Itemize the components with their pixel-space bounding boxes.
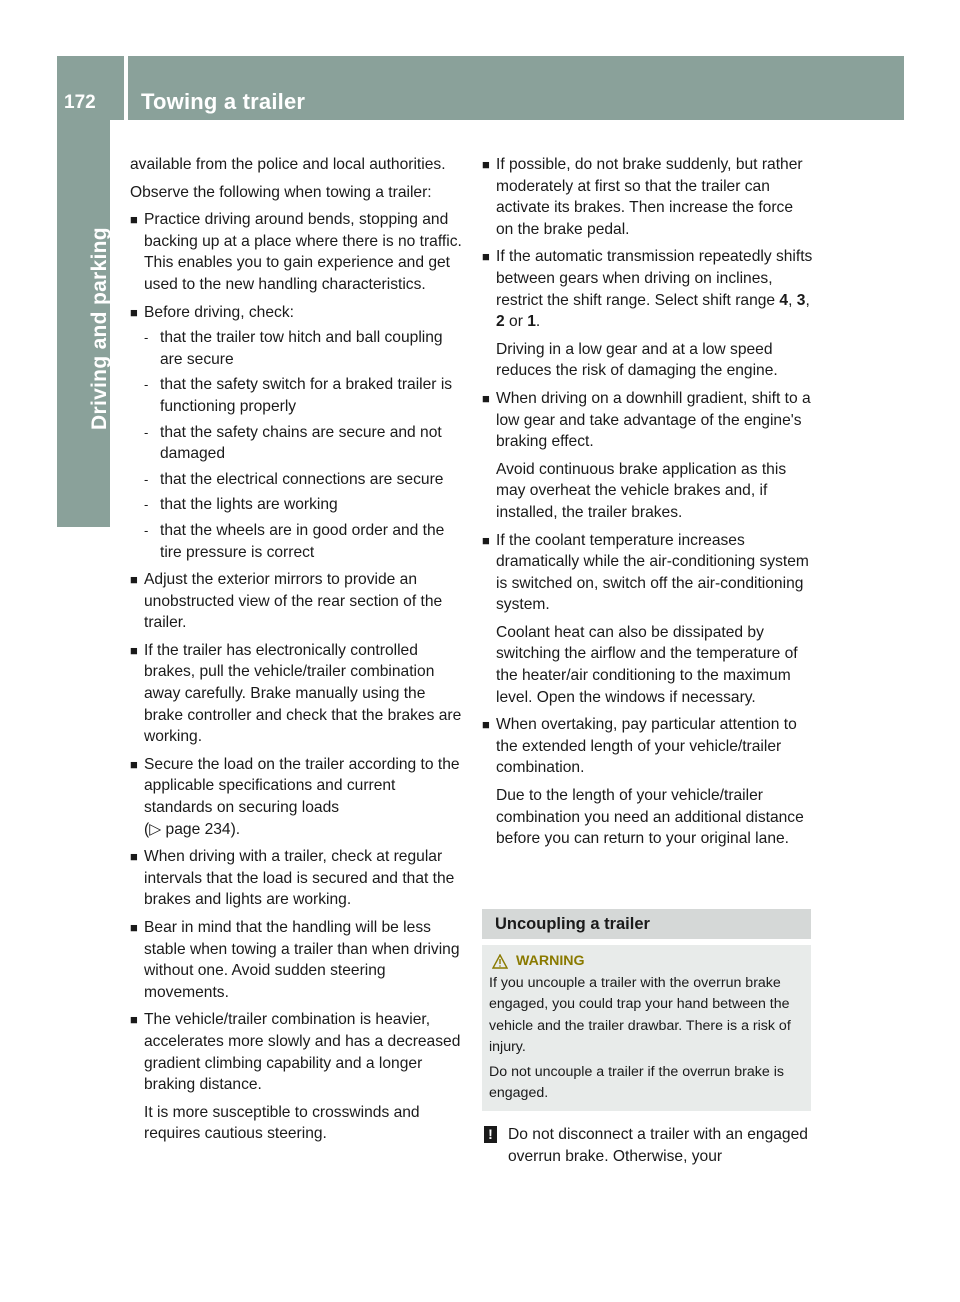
continuation-text: Driving in a low gear and at a low speed reduces the risk of damaging the engine.: [496, 340, 778, 380]
list-item-text: Practice driving around bends, stopping and backing up at a place where there is no traffic. This enables you to gain experience and get used to the new handling characteristics.: [144, 211, 462, 293]
list-item: [482, 714, 814, 779]
sub-list-item: [130, 494, 462, 516]
list-item: [482, 154, 814, 240]
list-item-text: Before driving, check:: [144, 303, 294, 321]
dash-icon: -: [144, 497, 149, 513]
gear-or: or: [504, 313, 528, 331]
list-item: [130, 302, 462, 564]
sub-list-item-text: that the safety chains are secure and not damaged: [160, 423, 442, 463]
bullet-icon: ■: [130, 756, 138, 772]
note: [482, 1124, 814, 1167]
bullet-icon: ■: [482, 390, 490, 406]
gear-2: 2: [496, 313, 505, 331]
uncoupling-heading: Uncoupling a trailer: [482, 909, 811, 939]
bullet-icon: ■: [130, 1012, 138, 1028]
bullet-icon: ■: [130, 642, 138, 658]
list-item: [130, 640, 462, 748]
page-reference-link[interactable]: page 234).: [165, 820, 241, 838]
bullet-icon: ■: [130, 212, 138, 228]
warning-box: [482, 945, 811, 1111]
list-item-text: If the coolant temperature increases dramatically while the air-conditioning system is switched on, switch off the air-conditioning system.: [496, 531, 809, 614]
list-item-text: If the automatic transmission repeatedly shifts between gears when driving on inclines, restrict the shift range. Select shift range: [496, 248, 813, 309]
list-item: [482, 388, 814, 453]
page-number: 172: [64, 92, 96, 113]
list-item-text: When driving with a trailer, check at regular intervals that the load is secured and that the brakes and lights are working.: [144, 848, 455, 909]
gear-4: 4: [779, 291, 789, 309]
dash-icon: -: [144, 471, 149, 487]
bullet-icon: ■: [130, 304, 138, 320]
bullet-icon: ■: [482, 249, 490, 265]
list-item: [130, 846, 462, 911]
list-item: [482, 246, 814, 332]
list-item-text: When driving on a downhill gradient, shift to a low gear and take advantage of the engine's braking effect.: [496, 389, 811, 451]
list-item-text: If possible, do not brake suddenly, but rather moderately at first so that the trailer can activate its brakes. Then increase the force on the brake pedal.: [496, 156, 803, 238]
note-text: Do not disconnect a trailer with an engaged overrun brake. Otherwise, your: [508, 1126, 808, 1165]
list-item: ■ Secure the load on the trailer according to the applicable specifications and current standards on securing loads (▷ page 234).: [130, 755, 460, 838]
dash-icon: -: [144, 424, 149, 440]
warning-text: Do not uncouple a trailer if the overrun brake is engaged.: [489, 1063, 784, 1101]
sub-list-item-text: that the electrical connections are secure: [160, 470, 444, 488]
warning-label: WARNING: [516, 953, 585, 969]
bullet-icon: ■: [482, 717, 490, 733]
exclamation-icon: !: [484, 1126, 497, 1143]
bullet-icon: ■: [130, 849, 138, 865]
bullet-icon: ■: [130, 920, 138, 935]
sub-list-item-text: that the wheels are in good order and the tire pressure is correct: [160, 521, 445, 561]
side-tab-label: Driving and parking: [88, 227, 111, 430]
warning-text: If you uncouple a trailer with the overrun brake engaged, you could trap your hand between the vehicle and the trailer drawbar. There is a risk of injury.: [489, 974, 791, 1055]
list-item: [482, 530, 814, 616]
gear-separator: ,: [788, 291, 797, 309]
sub-list-item: [130, 422, 462, 465]
bullet-icon: ■: [482, 532, 490, 548]
sub-list-item-text: that the trailer tow hitch and ball coupling are secure: [160, 329, 443, 368]
header-divider: [124, 56, 128, 120]
list-item-text: If the trailer has electronically controlled brakes, pull the vehicle/trailer combination away carefully. Brake manually using the brake controller and check that the brakes are working.: [144, 641, 462, 746]
list-item: [130, 209, 462, 295]
list-item: [130, 917, 462, 1003]
bullet-icon: ■: [482, 157, 490, 172]
list-item-text: Secure the load on the trailer according to the applicable specifications and current standards on securing loads: [144, 755, 460, 817]
right-column: [482, 154, 814, 856]
gear-1: 1: [527, 313, 536, 331]
intro-text: available from the police and local authorities.: [130, 156, 446, 173]
sub-list-item-text: that the lights are working: [160, 496, 338, 514]
continuation-text: It is more susceptible to crosswinds and requires cautious steering.: [144, 1103, 420, 1143]
continuation-text: Avoid continuous brake application as this may overheat the vehicle brakes and, if installed, the trailer brakes.: [496, 460, 787, 521]
list-item-text: When overtaking, pay particular attention to the extended length of your vehicle/trailer combination.: [496, 716, 797, 777]
sub-list-item: [130, 520, 462, 563]
dash-icon: -: [144, 522, 149, 538]
left-column: [130, 154, 462, 1151]
gear-3: 3: [796, 291, 806, 309]
list-item: [130, 569, 462, 634]
page-ref-arrow-icon: ▷: [149, 820, 162, 838]
continuation-text: Coolant heat can also be dissipated by switching the airflow and the temperature of the heater/air conditioning to the maximum level. Open the windows if necessary.: [496, 623, 798, 706]
gear-end: .: [535, 313, 541, 331]
list-item-text: Bear in mind that the handling will be less stable when towing a trailer than when driving without one. Avoid sudden steering movements.: [144, 919, 460, 1001]
sub-list-item: [130, 469, 462, 491]
sub-list-item: [130, 374, 462, 417]
sub-list-item-text: that the safety switch for a braked trailer is functioning properly: [160, 376, 453, 415]
gear-separator: ,: [805, 291, 810, 309]
observe-text: Observe the following when towing a trailer:: [130, 183, 432, 201]
list-item-text: Adjust the exterior mirrors to provide an unobstructed view of the rear section of the trailer.: [144, 571, 443, 632]
bullet-icon: ■: [130, 572, 138, 588]
section-title: Towing a trailer: [141, 89, 306, 114]
list-item-text: The vehicle/trailer combination is heavier, accelerates more slowly and has a decreased gradient climbing capability and a longer braking distance.: [144, 1011, 461, 1094]
dash-icon: -: [144, 330, 149, 346]
dash-icon: -: [144, 377, 149, 393]
continuation-text: Due to the length of your vehicle/trailer combination you need an additional distance before you can return to your original lane.: [496, 787, 804, 848]
warning-title: [489, 951, 803, 973]
warning-triangle-icon: [492, 954, 508, 969]
sub-list-item: [130, 327, 462, 370]
list-item: [130, 1009, 462, 1095]
